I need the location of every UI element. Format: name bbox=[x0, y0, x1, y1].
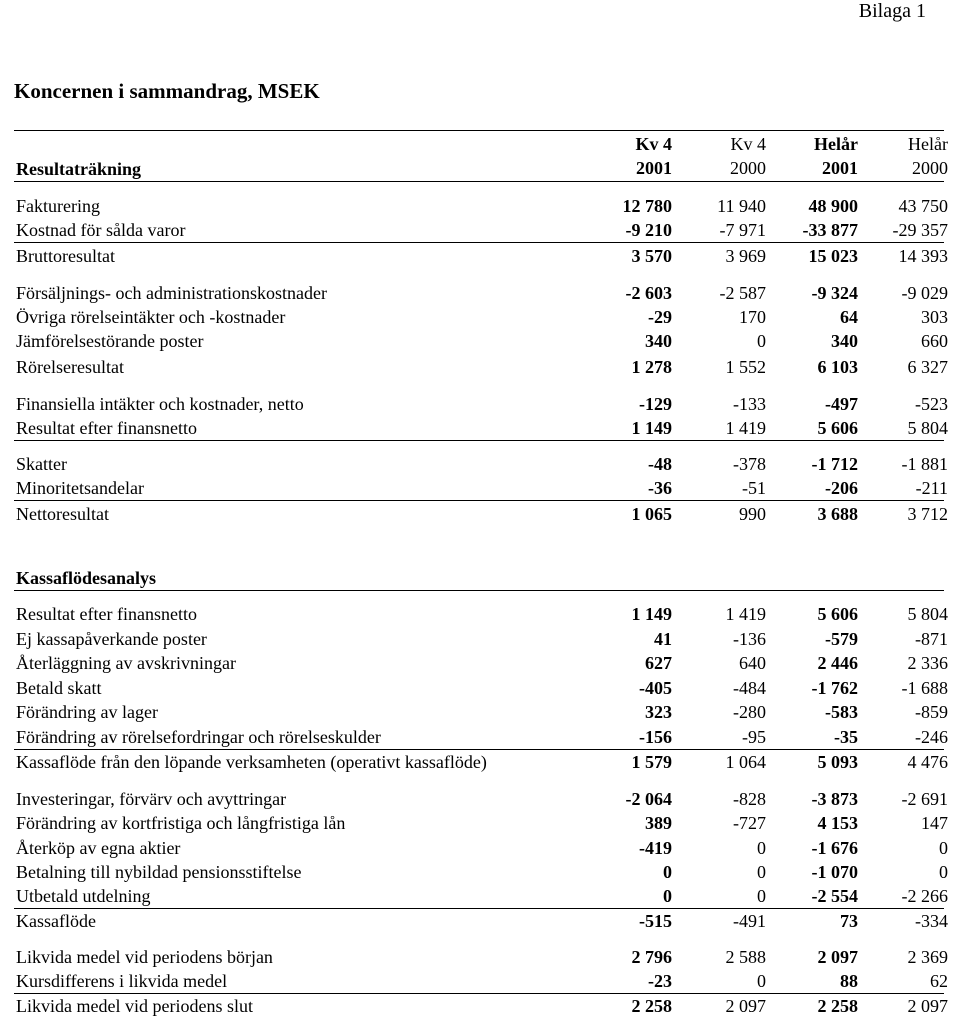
row-label: Förändring av rörelsefordringar och rörelseskulder bbox=[16, 727, 381, 747]
row-label: Minoritetsandelar bbox=[16, 478, 144, 498]
cell-value: 2 369 bbox=[907, 947, 948, 967]
cell-value: 0 bbox=[663, 862, 672, 882]
row-label: Nettoresultat bbox=[16, 504, 109, 524]
cell-value: -9 029 bbox=[901, 283, 948, 303]
divider bbox=[14, 130, 944, 131]
cell-value: -206 bbox=[825, 478, 858, 498]
cell-value: 147 bbox=[921, 813, 948, 833]
cell-value: -7 971 bbox=[719, 220, 766, 240]
page-title: Koncernen i sammandrag, MSEK bbox=[14, 79, 320, 103]
cell-value: 2 097 bbox=[817, 947, 858, 967]
cell-value: -35 bbox=[834, 727, 858, 747]
row-label: Skatter bbox=[16, 454, 67, 474]
row-label: Betald skatt bbox=[16, 678, 102, 698]
subtotal-rule bbox=[14, 500, 944, 501]
cell-value: 2 446 bbox=[817, 653, 858, 673]
divider bbox=[14, 590, 944, 591]
row-label: Utbetald utdelning bbox=[16, 886, 151, 906]
table-row bbox=[14, 602, 948, 626]
col-header-fy-2000-top: Helår bbox=[908, 134, 948, 154]
table-row bbox=[14, 994, 948, 1018]
table-row bbox=[14, 884, 948, 908]
cell-value: -1 070 bbox=[811, 862, 858, 882]
cell-value: 5 804 bbox=[907, 418, 948, 438]
cell-value: 1 149 bbox=[631, 604, 672, 624]
cell-value: 1 278 bbox=[631, 357, 672, 377]
cell-value: -156 bbox=[639, 727, 672, 747]
cell-value: -2 603 bbox=[625, 283, 672, 303]
cell-value: -133 bbox=[733, 394, 766, 414]
table-row bbox=[14, 281, 948, 305]
cell-value: 1 552 bbox=[725, 357, 766, 377]
cell-value: -2 691 bbox=[901, 789, 948, 809]
row-label: Resultat efter finansnetto bbox=[16, 418, 197, 438]
row-label: Förändring av kortfristiga och långfristiga lån bbox=[16, 813, 346, 833]
row-label: Kostnad för sålda varor bbox=[16, 220, 186, 240]
table-row bbox=[14, 329, 948, 353]
table-row bbox=[14, 416, 948, 440]
row-label: Försäljnings- och administrationskostnader bbox=[16, 283, 327, 303]
table-row bbox=[14, 700, 948, 724]
cell-value: -491 bbox=[733, 911, 766, 931]
cell-value: 389 bbox=[645, 813, 672, 833]
row-label: Ej kassapåverkande poster bbox=[16, 629, 207, 649]
cell-value: -1 676 bbox=[811, 838, 858, 858]
cell-value: 0 bbox=[757, 838, 766, 858]
cell-value: -246 bbox=[915, 727, 948, 747]
cell-value: -51 bbox=[742, 478, 766, 498]
cell-value: 323 bbox=[645, 702, 672, 722]
cell-value: 0 bbox=[757, 886, 766, 906]
cell-value: 14 393 bbox=[898, 246, 948, 266]
table-row bbox=[14, 750, 948, 774]
cell-value: 2 258 bbox=[631, 996, 672, 1016]
cell-value: -859 bbox=[915, 702, 948, 722]
row-label: Investeringar, förvärv och avyttringar bbox=[16, 789, 287, 809]
cell-value: -484 bbox=[733, 678, 766, 698]
cell-value: 48 900 bbox=[808, 196, 858, 216]
cell-value: 41 bbox=[654, 629, 672, 649]
cell-value: -129 bbox=[639, 394, 672, 414]
cell-value: -523 bbox=[915, 394, 948, 414]
cell-value: 3 688 bbox=[817, 504, 858, 524]
row-label: Kassaflöde bbox=[16, 911, 96, 931]
cell-value: 2 097 bbox=[725, 996, 766, 1016]
cell-value: 4 476 bbox=[907, 752, 948, 772]
cell-value: -2 266 bbox=[901, 886, 948, 906]
table-row bbox=[14, 627, 948, 651]
cell-value: -405 bbox=[639, 678, 672, 698]
cell-value: -3 873 bbox=[811, 789, 858, 809]
cell-value: 73 bbox=[840, 911, 858, 931]
cell-value: 1 149 bbox=[631, 418, 672, 438]
cell-value: 4 153 bbox=[817, 813, 858, 833]
row-label: Kassaflöde från den löpande verksamheten (operativt kassaflöde) bbox=[16, 752, 487, 772]
cell-value: 0 bbox=[757, 862, 766, 882]
cashflow-heading-row bbox=[14, 566, 944, 590]
cell-value: -871 bbox=[915, 629, 948, 649]
cell-value: 2 588 bbox=[725, 947, 766, 967]
table-row bbox=[14, 476, 948, 500]
col-header-fy-2001-bottom: 2001 bbox=[822, 158, 858, 178]
cell-value: 1 419 bbox=[725, 604, 766, 624]
cell-value: 340 bbox=[645, 331, 672, 351]
cell-value: -497 bbox=[825, 394, 858, 414]
table-row bbox=[14, 969, 948, 993]
table-row bbox=[14, 244, 948, 268]
row-label: Finansiella intäkter och kostnader, netto bbox=[16, 394, 304, 414]
cell-value: 5 606 bbox=[817, 604, 858, 624]
cell-value: -33 877 bbox=[802, 220, 858, 240]
row-label: Återköp av egna aktier bbox=[16, 838, 181, 858]
cell-value: 0 bbox=[757, 331, 766, 351]
row-label: Rörelseresultat bbox=[16, 357, 124, 377]
cell-value: 0 bbox=[939, 838, 948, 858]
cell-value: 0 bbox=[663, 886, 672, 906]
cell-value: 1 579 bbox=[631, 752, 672, 772]
table-row bbox=[14, 836, 948, 860]
cell-value: 3 969 bbox=[725, 246, 766, 266]
cell-value: 340 bbox=[831, 331, 858, 351]
cell-value: -583 bbox=[825, 702, 858, 722]
cell-value: -48 bbox=[648, 454, 672, 474]
cell-value: 2 336 bbox=[907, 653, 948, 673]
cell-value: 990 bbox=[739, 504, 766, 524]
col-header-fy-2000-bottom: 2000 bbox=[912, 158, 948, 178]
table-row bbox=[14, 452, 948, 476]
cell-value: 170 bbox=[739, 307, 766, 327]
cell-value: 1 065 bbox=[631, 504, 672, 524]
table-row bbox=[14, 725, 948, 749]
cell-value: -2 587 bbox=[719, 283, 766, 303]
cell-value: -2 064 bbox=[625, 789, 672, 809]
cell-value: 303 bbox=[921, 307, 948, 327]
table-row bbox=[14, 218, 948, 242]
cell-value: -419 bbox=[639, 838, 672, 858]
cell-value: 5 093 bbox=[817, 752, 858, 772]
table-row bbox=[14, 392, 948, 416]
cell-value: -36 bbox=[648, 478, 672, 498]
row-label: Återläggning av avskrivningar bbox=[16, 653, 236, 673]
cell-value: -280 bbox=[733, 702, 766, 722]
cell-value: 6 103 bbox=[817, 357, 858, 377]
cell-value: 1 064 bbox=[725, 752, 766, 772]
cell-value: 11 940 bbox=[717, 196, 766, 216]
col-header-q4-2000-bottom: 2000 bbox=[730, 158, 766, 178]
cell-value: 5 804 bbox=[907, 604, 948, 624]
cell-value: -334 bbox=[915, 911, 948, 931]
table-row bbox=[14, 651, 948, 675]
cell-value: 2 796 bbox=[631, 947, 672, 967]
col-header-q4-2001-bottom: 2001 bbox=[636, 158, 672, 178]
cashflow-heading: Kassaflödesanalys bbox=[16, 568, 157, 588]
cell-value: -1 762 bbox=[811, 678, 858, 698]
cell-value: 640 bbox=[739, 653, 766, 673]
cell-value: 12 780 bbox=[622, 196, 672, 216]
cell-value: 3 712 bbox=[907, 504, 948, 524]
cell-value: 660 bbox=[921, 331, 948, 351]
cell-value: 6 327 bbox=[907, 357, 948, 377]
row-label: Kursdifferens i likvida medel bbox=[16, 971, 228, 991]
cell-value: -2 554 bbox=[811, 886, 858, 906]
cell-value: -29 357 bbox=[892, 220, 948, 240]
row-label: Förändring av lager bbox=[16, 702, 158, 722]
table-row bbox=[14, 811, 948, 835]
cell-value: -95 bbox=[742, 727, 766, 747]
table-row bbox=[14, 355, 948, 379]
cell-value: -9 324 bbox=[811, 283, 858, 303]
row-label: Resultat efter finansnetto bbox=[16, 604, 197, 624]
cell-value: 2 097 bbox=[907, 996, 948, 1016]
table-row bbox=[14, 945, 948, 969]
table-row bbox=[14, 860, 948, 884]
cell-value: -29 bbox=[648, 307, 672, 327]
cell-value: -515 bbox=[639, 911, 672, 931]
cell-value: -727 bbox=[733, 813, 766, 833]
table-row bbox=[14, 194, 948, 218]
row-label: Jämförelsestörande poster bbox=[16, 331, 204, 351]
cell-value: -211 bbox=[915, 478, 948, 498]
cell-value: 627 bbox=[645, 653, 672, 673]
cell-value: 64 bbox=[840, 307, 858, 327]
cell-value: -378 bbox=[733, 454, 766, 474]
col-header-q4-2000-top: Kv 4 bbox=[730, 134, 766, 154]
cell-value: -828 bbox=[733, 789, 766, 809]
row-label: Övriga rörelseintäkter och -kostnader bbox=[16, 307, 286, 327]
cell-value: 88 bbox=[840, 971, 858, 991]
table-row bbox=[14, 787, 948, 811]
divider bbox=[14, 181, 944, 182]
appendix-label: Bilaga 1 bbox=[858, 0, 926, 22]
subtotal-rule bbox=[14, 242, 944, 243]
table-row bbox=[14, 502, 948, 526]
cell-value: -1 688 bbox=[901, 678, 948, 698]
subtotal-rule bbox=[14, 440, 944, 441]
row-label: Likvida medel vid periodens slut bbox=[16, 996, 253, 1016]
cell-value: -1 881 bbox=[901, 454, 948, 474]
row-label: Likvida medel vid periodens början bbox=[16, 947, 273, 967]
cell-value: 1 419 bbox=[725, 418, 766, 438]
cell-value: 2 258 bbox=[817, 996, 858, 1016]
col-header-fy-2001-top: Helår bbox=[814, 134, 858, 154]
row-label: Fakturering bbox=[16, 196, 100, 216]
table-row bbox=[14, 305, 948, 329]
cell-value: 43 750 bbox=[898, 196, 948, 216]
row-label: Bruttoresultat bbox=[16, 246, 115, 266]
cell-value: 62 bbox=[930, 971, 948, 991]
cell-value: -579 bbox=[825, 629, 858, 649]
cell-value: 15 023 bbox=[808, 246, 858, 266]
table-row bbox=[14, 676, 948, 700]
income-statement-heading: Resultaträkning bbox=[16, 159, 142, 179]
table-row bbox=[14, 909, 948, 933]
column-headers bbox=[14, 133, 948, 181]
cell-value: 5 606 bbox=[817, 418, 858, 438]
cell-value: 0 bbox=[757, 971, 766, 991]
row-label: Betalning till nybildad pensionsstiftelse bbox=[16, 862, 302, 882]
cell-value: -9 210 bbox=[625, 220, 672, 240]
col-header-q4-2001-top: Kv 4 bbox=[635, 134, 672, 154]
cell-value: 3 570 bbox=[631, 246, 672, 266]
cell-value: -1 712 bbox=[811, 454, 858, 474]
cell-value: -136 bbox=[733, 629, 766, 649]
cell-value: -23 bbox=[648, 971, 672, 991]
cell-value: 0 bbox=[939, 862, 948, 882]
